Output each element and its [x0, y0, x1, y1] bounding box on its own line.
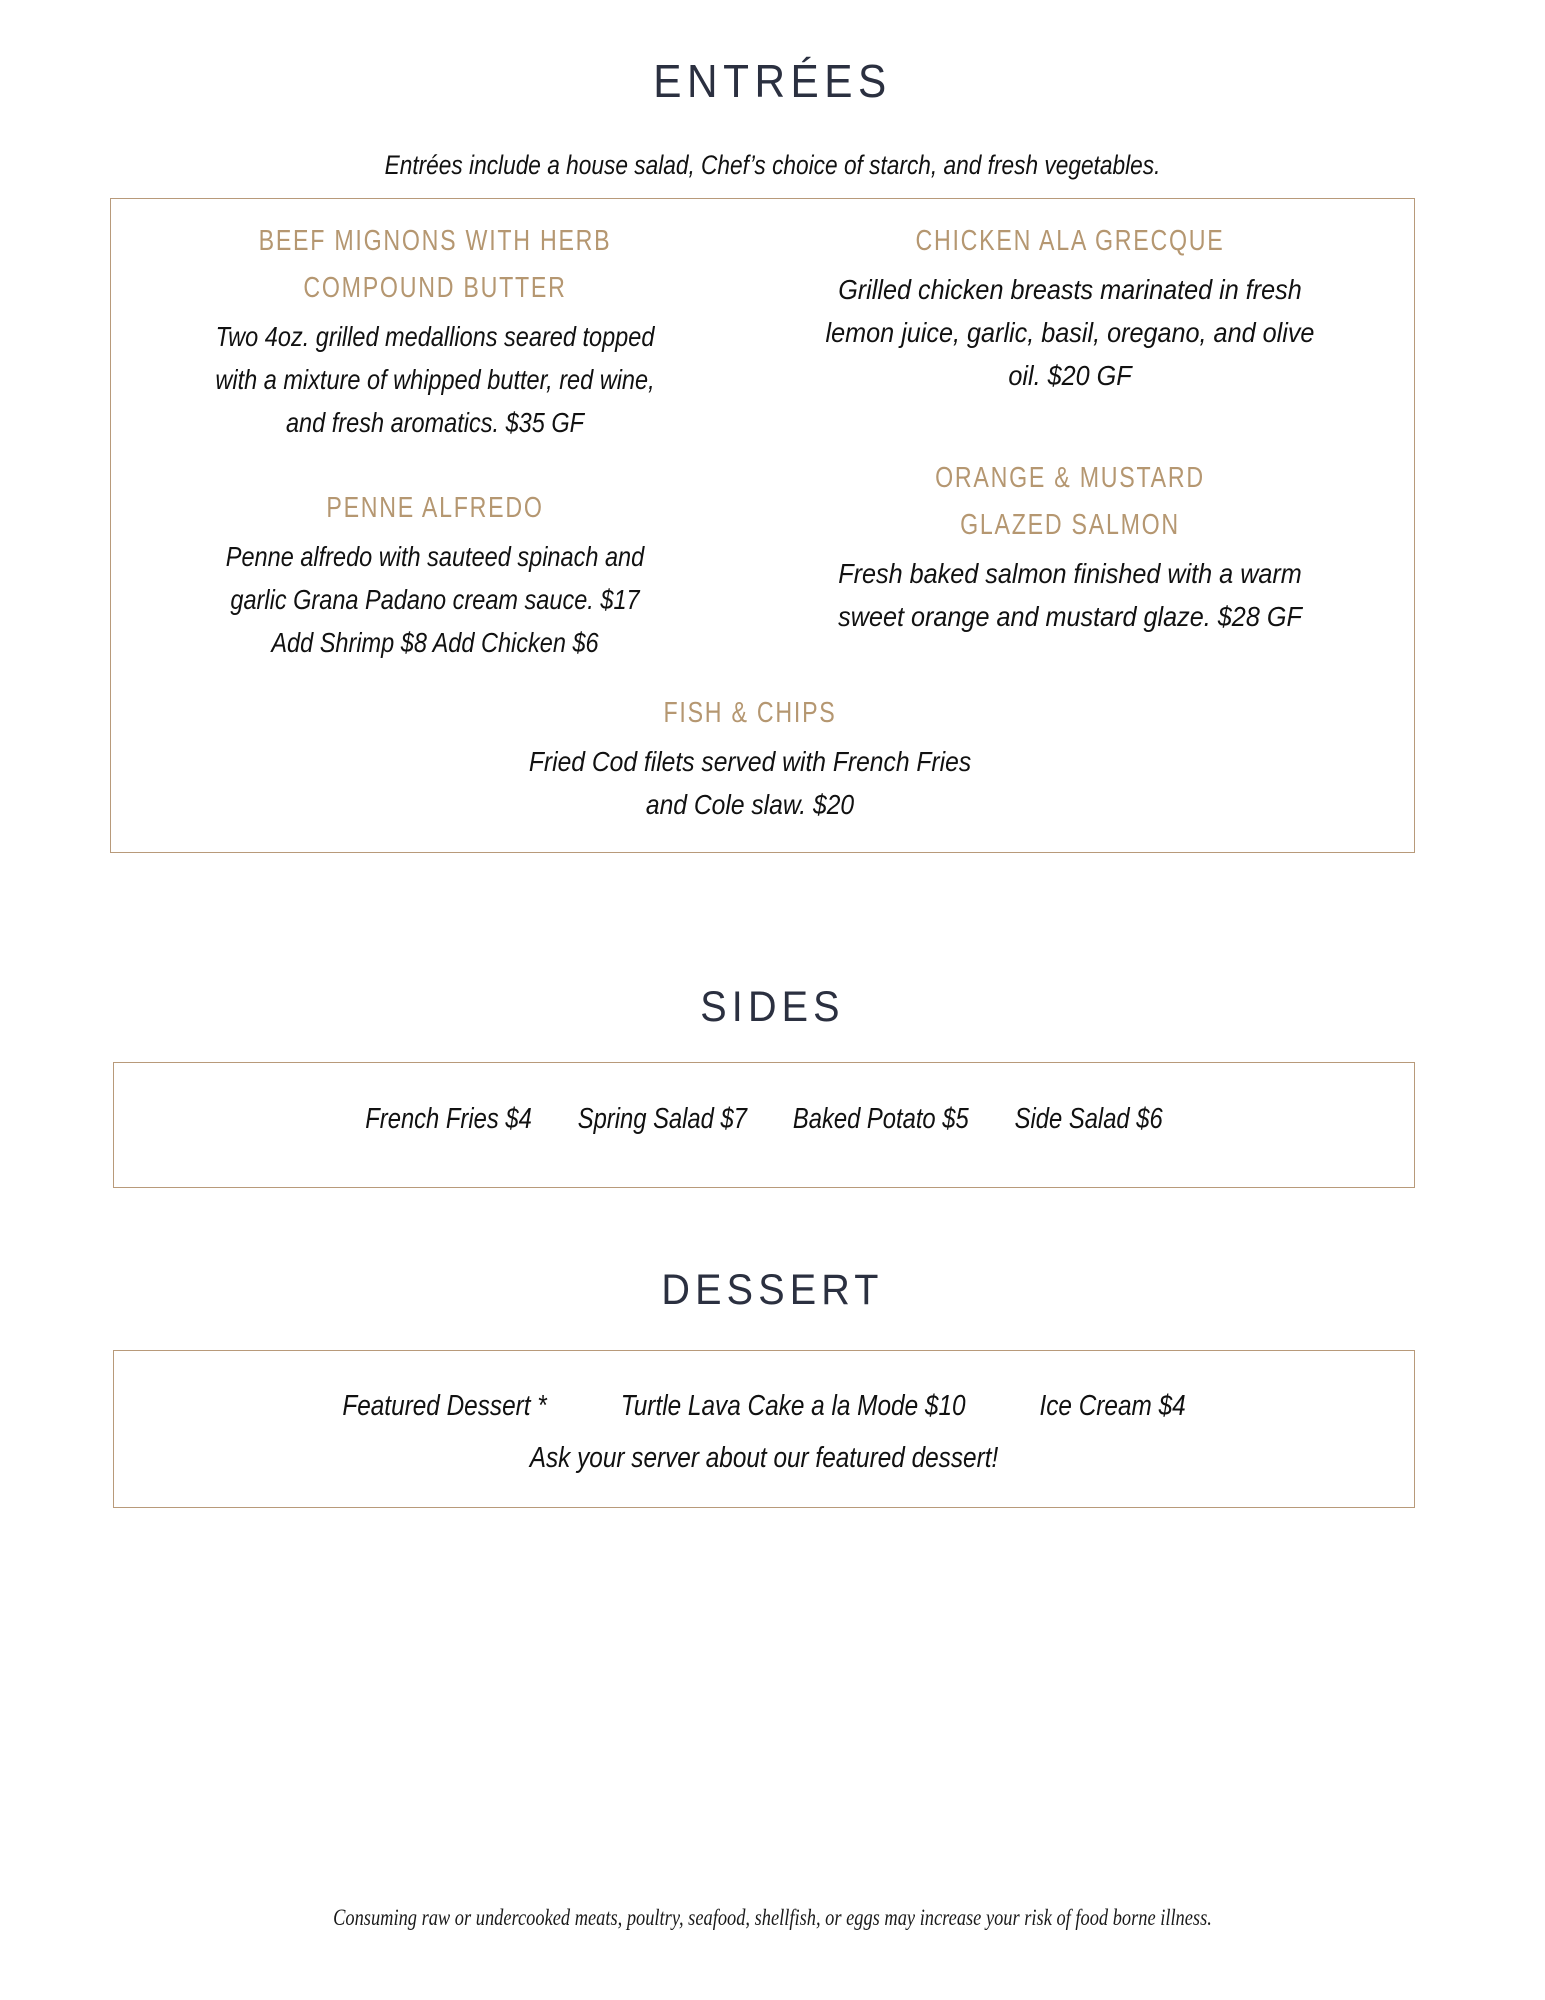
- dessert-list: [217, 1385, 1311, 1427]
- menu-item-glazed-salmon: [760, 455, 1380, 638]
- dessert-item: Featured Dessert *: [342, 1390, 547, 1422]
- menu-item-title-line2: COMPOUND BUTTER: [303, 272, 567, 304]
- menu-item-chicken-ala-grecque: [760, 218, 1380, 397]
- side-item: Baked Potato $5: [792, 1103, 969, 1135]
- dessert-panel: [113, 1350, 1415, 1508]
- sides-list: [230, 1098, 1298, 1140]
- side-item: French Fries $4: [365, 1103, 532, 1135]
- dessert-item: Turtle Lava Cake a la Mode $10: [620, 1390, 966, 1422]
- desc-line: Add Shrimp $8 Add Chicken $6: [271, 627, 599, 658]
- desc-line: and Cole slaw. $20: [645, 789, 855, 820]
- desc-line: garlic Grana Padano cream sauce. $17: [230, 584, 640, 615]
- entrees-section-heading: ENTRÉES: [653, 55, 892, 107]
- menu-item-description: [477, 740, 1023, 826]
- desc-line: and fresh aromatics. $35 GF: [285, 407, 585, 438]
- menu-item-description: [791, 552, 1349, 638]
- desc-line: Fried Cod filets served with French Fries: [528, 746, 972, 777]
- dessert-note: Ask your server about our featured dessert!: [529, 1442, 999, 1474]
- menu-item-title: BEEF MIGNONS WITH HERB: [258, 225, 612, 257]
- menu-item-penne-alfredo: [125, 485, 745, 664]
- menu-item-title: CHICKEN ALA GRECQUE: [915, 225, 1225, 257]
- desc-line: Fresh baked salmon finished with a warm: [838, 558, 1302, 589]
- desc-line: Grilled chicken breasts marinated in fresh: [838, 274, 1302, 305]
- menu-item-title-line2: GLAZED SALMON: [960, 509, 1180, 541]
- desc-line: with a mixture of whipped butter, red wine,: [215, 364, 655, 395]
- desc-line: Two 4oz. grilled medallions seared topped: [215, 321, 655, 352]
- menu-item-description: [175, 535, 696, 664]
- entrees-note: Entrées include a house salad, Chef’s choice of starch, and fresh vegetables.: [384, 150, 1161, 180]
- menu-item-description: [791, 268, 1349, 397]
- sides-section-heading: SIDES: [700, 983, 845, 1031]
- desc-line: sweet orange and mustard glaze. $28 GF: [838, 601, 1302, 632]
- menu-item-title: FISH & CHIPS: [663, 697, 837, 729]
- menu-item-fish-and-chips: [440, 690, 1060, 826]
- dessert-section-heading: DESSERT: [661, 1266, 884, 1314]
- side-item: Spring Salad $7: [577, 1103, 747, 1135]
- menu-item-beef-mignons: [125, 218, 745, 444]
- desc-line: lemon juice, garlic, basil, oregano, and olive: [825, 317, 1315, 348]
- side-item: Side Salad $6: [1014, 1103, 1163, 1135]
- menu-item-title: PENNE ALFREDO: [326, 492, 544, 524]
- menu-item-title: ORANGE & MUSTARD: [935, 462, 1205, 494]
- desc-line: Penne alfredo with sauteed spinach and: [225, 541, 645, 572]
- menu-item-description: [175, 315, 696, 444]
- footer-disclaimer: Consuming raw or undercooked meats, poultry, seafood, shellfish, or eggs may increase your risk of food borne illness.: [333, 1905, 1212, 1930]
- desc-line: oil. $20 GF: [1008, 360, 1132, 391]
- dessert-item: Ice Cream $4: [1039, 1390, 1186, 1422]
